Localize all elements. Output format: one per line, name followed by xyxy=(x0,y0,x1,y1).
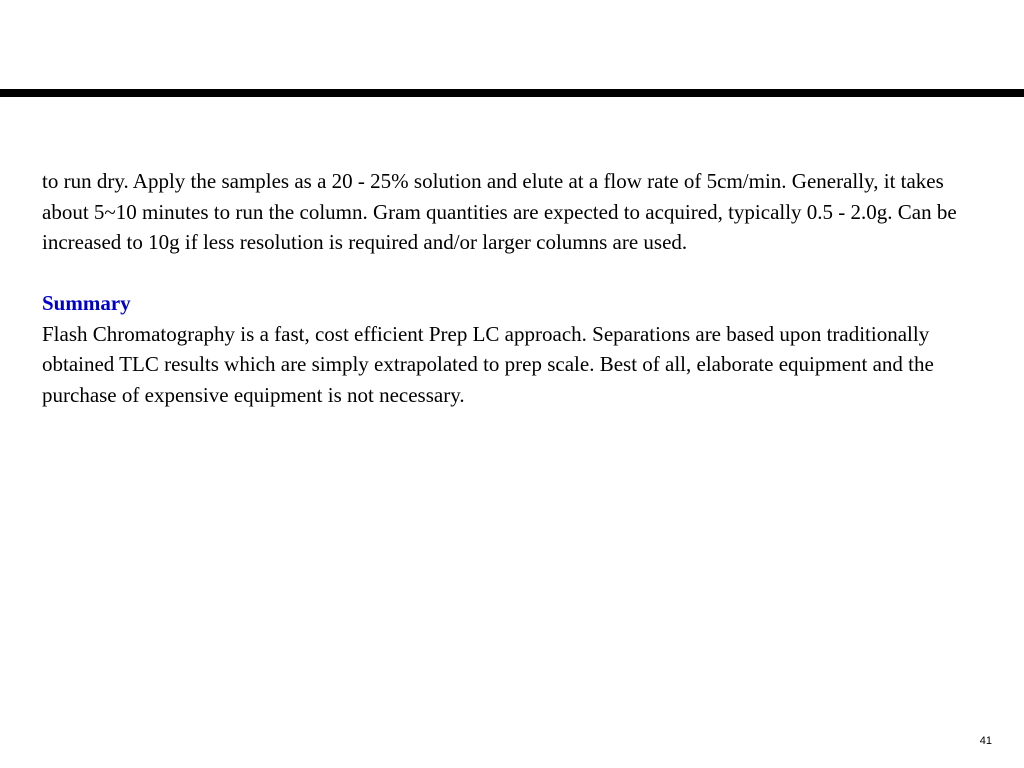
slide-body xyxy=(42,166,982,410)
summary-paragraph: Flash Chromatography is a fast, cost efficient Prep LC approach. Separations are based upon traditionally obtained TLC results which are simply extrapolated to prep scale. Best of all, elaborate equipment and the purchase of expensive equipment is not necessary. xyxy=(42,321,934,407)
paragraph-spacer xyxy=(42,258,982,289)
page-number: 41 xyxy=(979,735,992,747)
summary-heading: Summary xyxy=(42,291,131,315)
intro-paragraph: to run dry. Apply the samples as a 20 - 25% solution and elute at a flow rate of 5cm/min. Generally, it takes about 5~10 minutes to run the column. Gram quantities are expected to acquired, typically 0.5 - 2.0g. Can be increased to 10g if less resolution is required and/or larger columns are used. xyxy=(42,169,957,254)
top-rule-divider xyxy=(0,89,1024,97)
